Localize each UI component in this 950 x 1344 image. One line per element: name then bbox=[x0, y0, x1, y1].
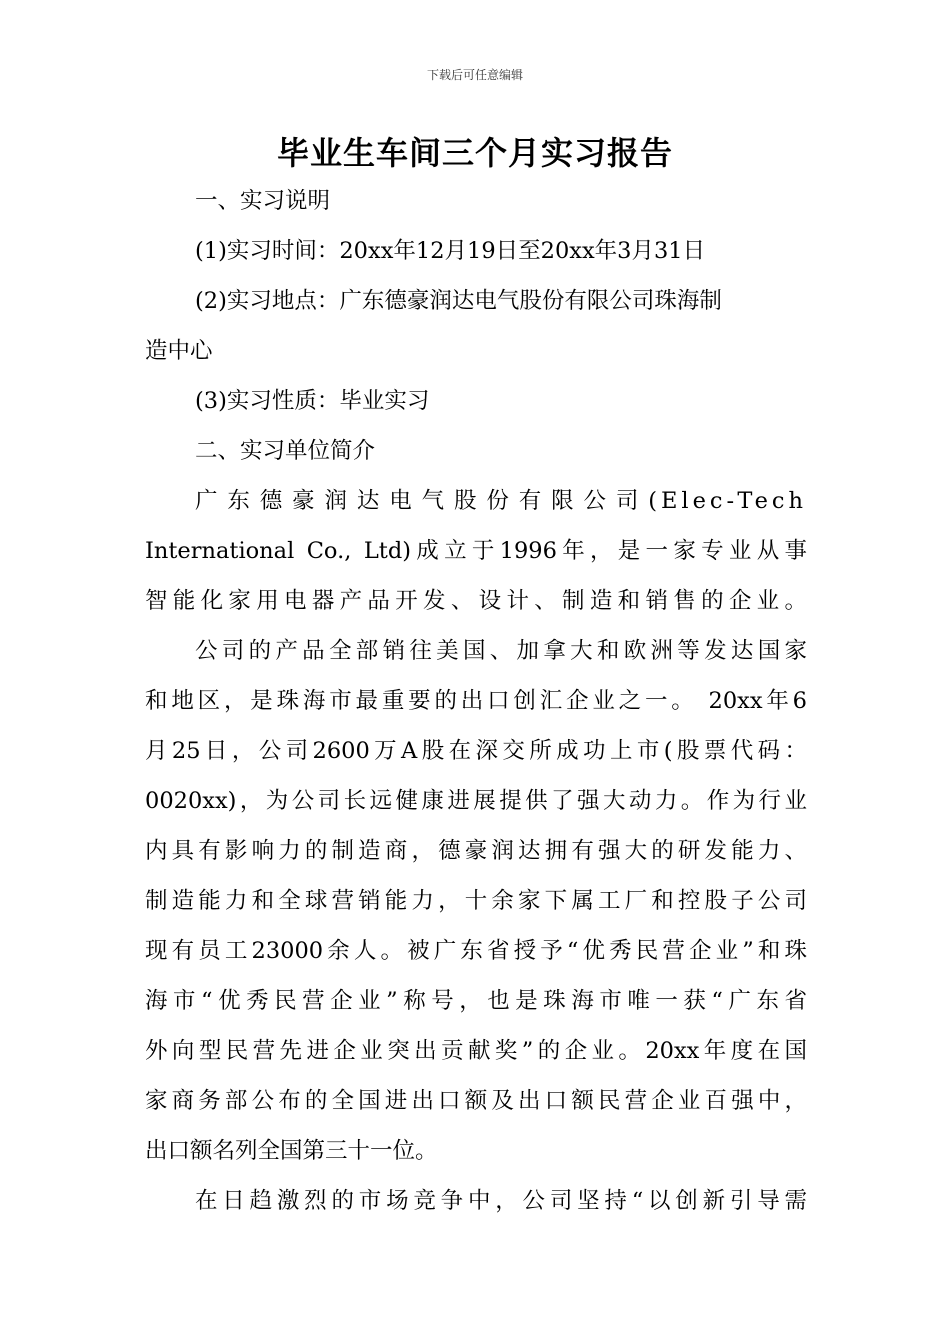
paragraph-line: 公司的产品全部销往美国、加拿大和欧洲等发达国家 bbox=[195, 638, 807, 664]
paragraph-line: 月25日，公司2600万A股在深交所成功上市(股票代码： bbox=[145, 738, 807, 764]
paragraph-line: 在日趋激烈的市场竞争中，公司坚持“以创新引导需 bbox=[195, 1188, 807, 1214]
paragraph-line: 智能化家用电器产品开发、设计、制造和销售的企业。 bbox=[145, 588, 807, 614]
paragraph-line: International Co., Ltd)成立于1996年，是一家专业从事 bbox=[145, 538, 807, 564]
page-title: 毕业生车间三个月实习报告 bbox=[276, 134, 673, 172]
paragraph-line: 造中心 bbox=[145, 338, 213, 364]
paragraph-line: 0020xx)，为公司长远健康进展提供了强大动力。作为行业 bbox=[145, 788, 807, 814]
paragraph-line: 制造能力和全球营销能力，十余家下属工厂和控股子公司 bbox=[145, 888, 807, 914]
document-body bbox=[145, 176, 807, 1226]
paragraph-line: 海市“优秀民营企业”称号，也是珠海市唯一获“广东省 bbox=[145, 988, 807, 1014]
header-note: 下载后可任意编辑 bbox=[426, 68, 523, 82]
paragraph-line: 出口额名列全国第三十一位。 bbox=[145, 1138, 438, 1164]
section-heading: 二、实习单位简介 bbox=[195, 438, 376, 464]
paragraph-line: 和地区，是珠海市最重要的出口创汇企业之一。 20xx年6 bbox=[145, 688, 807, 714]
section-heading: 一、实习说明 bbox=[195, 188, 331, 214]
paragraph-line: (1)实习时间：20xx年12月19日至20xx年3月31日 bbox=[195, 238, 706, 264]
paragraph-line: (3)实习性质：毕业实习 bbox=[195, 388, 430, 414]
paragraph-line: (2)实习地点：广东德豪润达电气股份有限公司珠海制 bbox=[195, 288, 722, 314]
paragraph-line: 外向型民营先进企业突出贡献奖”的企业。20xx年度在国 bbox=[145, 1038, 807, 1064]
paragraph-line: 现有员工23000余人。被广东省授予“优秀民营企业”和珠 bbox=[145, 938, 807, 964]
paragraph-line: 内具有影响力的制造商，德豪润达拥有强大的研发能力、 bbox=[145, 838, 807, 864]
paragraph-line: 家商务部公布的全国进出口额及出口额民营企业百强中， bbox=[145, 1088, 807, 1114]
paragraph-line: 广东德豪润达电气股份有限公司(Elec-Tech bbox=[195, 488, 807, 514]
